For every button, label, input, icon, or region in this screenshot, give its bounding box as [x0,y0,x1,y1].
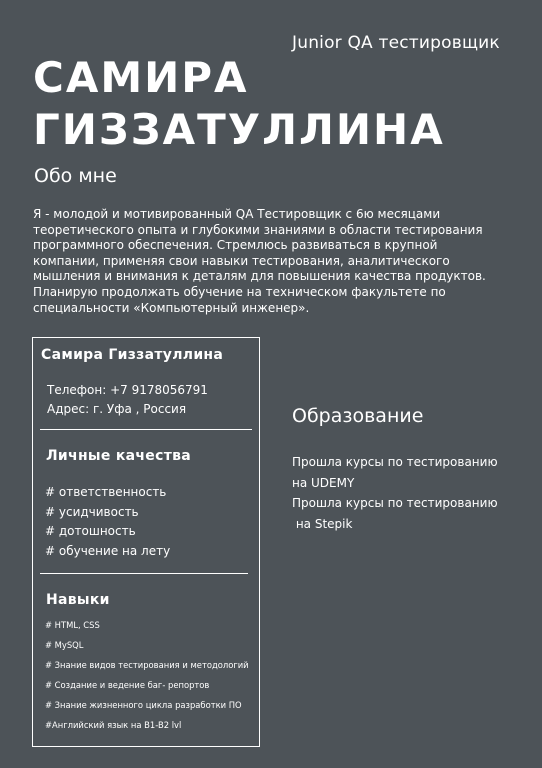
list-item: # усидчивость [45,504,139,519]
about-line: мышления и внимания к деталям для повышения качества продуктов. [33,269,486,284]
list-item: # дотошность [45,524,136,539]
about-text [33,207,503,316]
address: Адрес: г. Уфа , Россия [47,402,187,416]
education-text [292,452,498,534]
phone: Телефон: +7 9178056791 [47,383,208,397]
list-item: # Знание жизненного цикла разработки ПО [45,700,242,710]
list-item: # Создание и ведение баг- репортов [45,680,210,690]
list-item: # ответственность [45,485,167,499]
about-line: программного обеспечения. Стремлюсь развиваться в крупной [33,238,438,253]
first-name: САМИРА [33,53,249,102]
qualities-list [45,483,170,561]
contact-card [32,337,260,747]
education-heading: Образование [292,405,424,427]
qualities-heading: Личные качества [46,448,192,464]
card-name: Самира Гиззатуллина [41,347,224,363]
about-line: специальности «Компьютерный инженер». [33,300,310,315]
education-line: на UDEMY [292,475,355,490]
about-line: Планирую продолжать обучение на техническом факультете по [33,284,446,299]
list-item: # MySQL [45,640,84,650]
about-line: теоретического опыта и глубокими знаниями в области тестирования [33,222,483,237]
list-item: # Знание видов тестирования и методологий [45,660,249,670]
divider [40,429,252,430]
about-line: Я - молодой и мотивированный QA Тестировщик с 6ю месяцами [33,207,441,221]
list-item: #Английский язык на B1-B2 lvl [45,720,182,730]
list-item: # HTML, CSS [45,620,100,630]
about-heading: Обо мне [34,165,117,187]
list-item: # обучение на лету [45,543,171,558]
divider [40,573,248,574]
contact-info [47,381,208,419]
skills-list [45,615,249,735]
education-line: Прошла курсы по тестированию [292,496,498,510]
job-title: Junior QA тестировщик [292,33,500,53]
skills-heading: Навыки [46,592,110,608]
education-line: на Stepik [292,516,353,531]
last-name: ГИЗЗАТУЛЛИНА [33,105,445,154]
full-name [33,52,445,156]
about-line: компании, применяя свои навыки тестирования, аналитического [33,253,450,268]
education-line: Прошла курсы по тестированию [292,455,498,469]
